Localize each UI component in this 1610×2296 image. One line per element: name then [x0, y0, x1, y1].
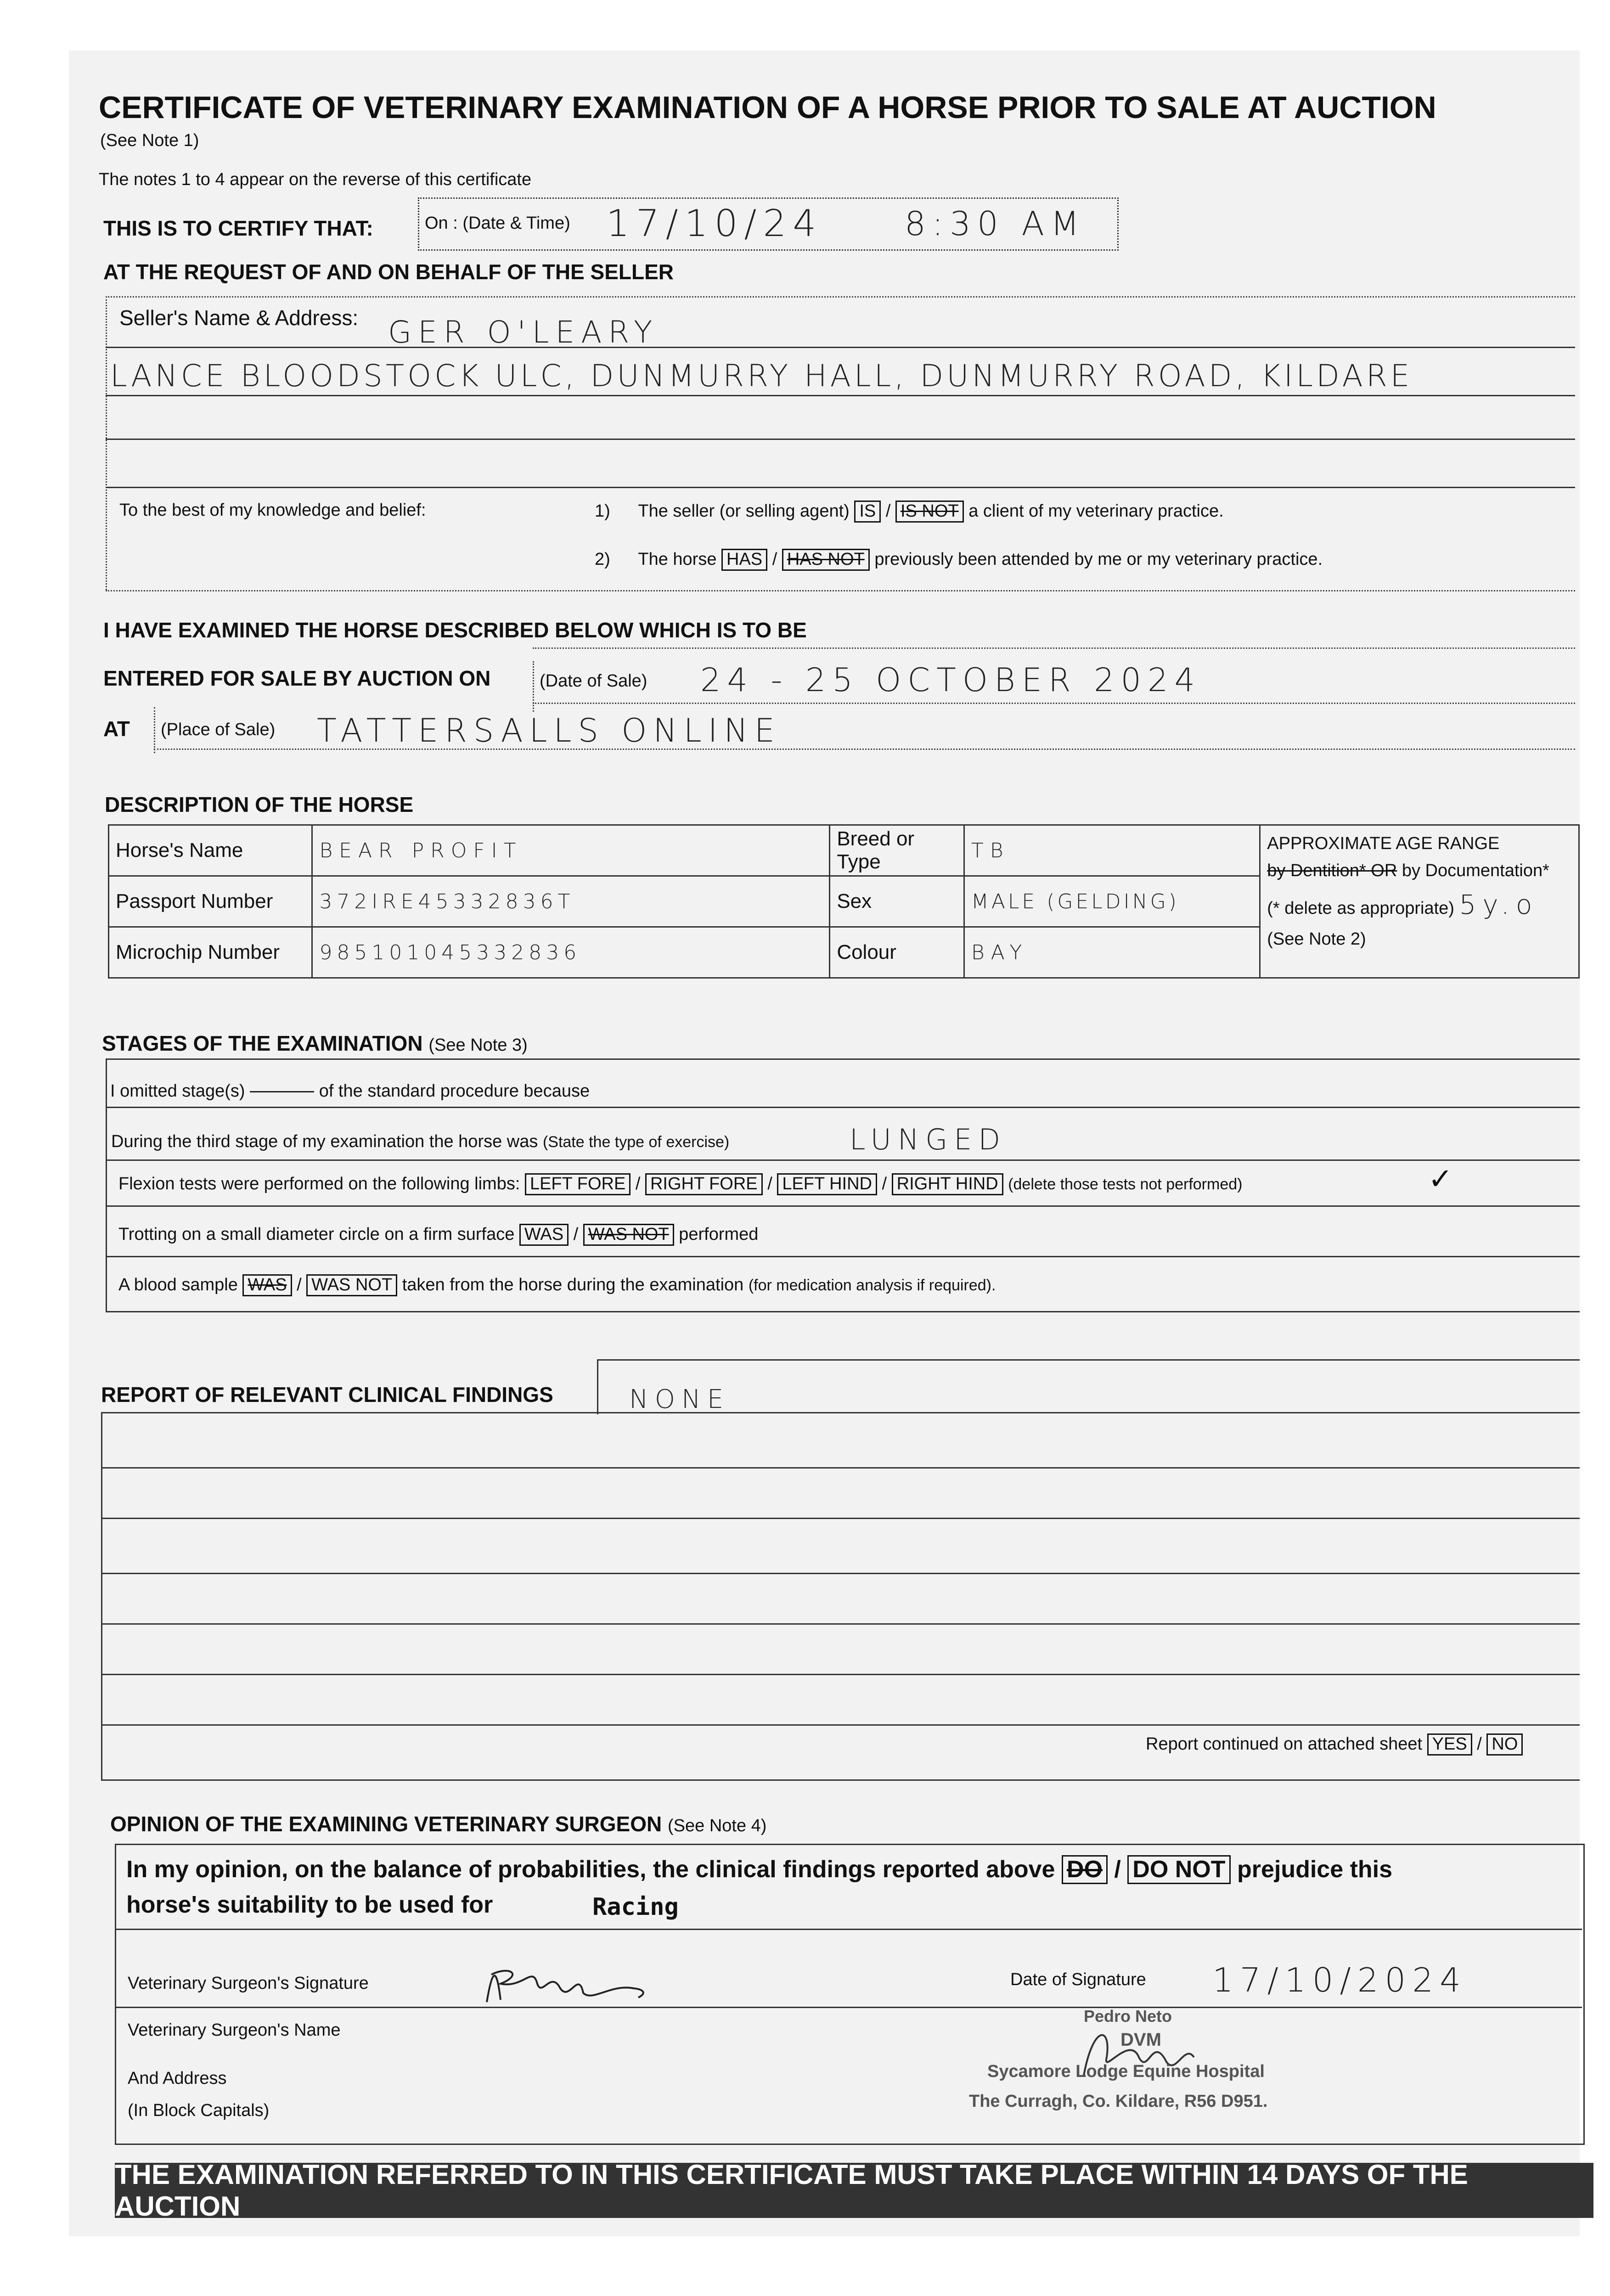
opinion-line2: horse's suitability to be used for	[126, 1891, 493, 1918]
third-stage-row: During the third stage of my examination the horse was (State the type of exercise)	[111, 1132, 730, 1151]
footer-text: THE EXAMINATION REFERRED TO IN THIS CERTIFICATE MUST TAKE PLACE WITHIN 14 DAYS OF THE AUCTION	[115, 2159, 1468, 2222]
blood-was-not[interactable]: WAS NOT	[306, 1274, 397, 1296]
notes-line: The notes 1 to 4 appear on the reverse of this certificate	[99, 170, 532, 189]
microchip-label: Microchip Number	[109, 927, 312, 978]
age-value[interactable]: 5y.o	[1459, 889, 1539, 920]
breed[interactable]: TB	[964, 825, 1260, 876]
seller-name: GER O'LEARY	[388, 315, 659, 350]
opinion-do[interactable]: DO	[1062, 1855, 1108, 1884]
microchip-number[interactable]: 985101045332836	[312, 927, 830, 978]
entered-label: ENTERED FOR SALE BY AUCTION ON	[103, 666, 491, 690]
date-of-signature[interactable]: 17/10/2024	[1212, 1961, 1467, 1999]
opinion-line1: In my opinion, on the balance of probabilities, the clinical findings reported above DO / DO NOT prejudice this	[126, 1855, 1392, 1884]
option-is-not[interactable]: IS NOT	[895, 501, 964, 523]
knowledge-label: To the best of my knowledge and belief:	[119, 501, 426, 520]
request-label: AT THE REQUEST OF AND ON BEHALF OF THE SELLER	[103, 260, 674, 284]
place-of-sale: TATTERSALLS ONLINE	[317, 712, 781, 749]
at-label: AT	[103, 717, 130, 741]
certify-label: THIS IS TO CERTIFY THAT:	[103, 216, 373, 240]
colour-label: Colour	[830, 927, 964, 978]
report-heading: REPORT OF RELEVANT CLINICAL FINDINGS	[101, 1383, 553, 1407]
trot-was-not[interactable]: WAS NOT	[583, 1224, 674, 1246]
exam-time: 8:30 AM	[905, 204, 1086, 243]
page-title: CERTIFICATE OF VETERINARY EXAMINATION OF A HORSE PRIOR TO SALE AT AUCTION	[99, 90, 1436, 125]
colour[interactable]: BAY	[964, 927, 1260, 978]
exam-date: 17/10/24	[606, 202, 823, 245]
by-dentition-option[interactable]: by Dentition* OR	[1267, 861, 1397, 880]
date-of-sale-label: (Date of Sale)	[540, 671, 647, 691]
description-heading: DESCRIPTION OF THE HORSE	[105, 793, 414, 816]
clinical-findings[interactable]: NONE	[629, 1384, 730, 1414]
on-date-time-label: On : (Date & Time)	[425, 214, 570, 233]
exercise-type[interactable]: LUNGED	[850, 1123, 1007, 1156]
block-capitals-label: (In Block Capitals)	[128, 2101, 270, 2120]
surgeon-name-label: Veterinary Surgeon's Name	[128, 2020, 341, 2040]
option-is[interactable]: IS	[854, 501, 881, 523]
horse-name[interactable]: BEAR PROFIT	[312, 825, 830, 876]
opinion-heading: OPINION OF THE EXAMINING VETERINARY SURGEON (See Note 4)	[110, 1812, 767, 1836]
knowledge-item2: 2) The horse HAS / HAS NOT previously been attended by me or my veterinary practice.	[595, 549, 1323, 571]
knowledge-item1: 1) The seller (or selling agent) IS / IS NOT a client of my veterinary practice.	[595, 501, 1224, 523]
address-label: And Address	[128, 2069, 227, 2088]
opinion-do-not[interactable]: DO NOT	[1127, 1855, 1230, 1884]
flexion-row: Flexion tests were performed on the following limbs: LEFT FORE / RIGHT FORE / LEFT HIND / RIGHT HIND (delete those tests not performed)	[118, 1173, 1242, 1195]
horse-name-label: Horse's Name	[109, 825, 312, 876]
horse-description-table	[108, 824, 1580, 979]
passport-label: Passport Number	[109, 876, 312, 927]
report-continued-row: Report continued on attached sheet YES / NO	[1146, 1733, 1523, 1756]
breed-label: Breed or Type	[830, 825, 964, 876]
signature-label: Veterinary Surgeon's Signature	[128, 1974, 369, 1993]
examined-label: I HAVE EXAMINED THE HORSE DESCRIBED BELOW WHICH IS TO BE	[103, 618, 807, 642]
footer-banner	[115, 2159, 1593, 2222]
limb-right-hind[interactable]: RIGHT HIND	[892, 1173, 1003, 1195]
stamp-hospital: Sycamore Lodge Equine Hospital	[987, 2062, 1265, 2081]
blood-was[interactable]: WAS	[242, 1274, 292, 1296]
limb-left-fore[interactable]: LEFT FORE	[525, 1173, 630, 1195]
sex[interactable]: MALE (GELDING)	[964, 876, 1260, 927]
limb-left-hind[interactable]: LEFT HIND	[777, 1173, 877, 1195]
limb-right-fore[interactable]: RIGHT FORE	[645, 1173, 763, 1195]
trot-was[interactable]: WAS	[519, 1224, 569, 1246]
flexion-tick: ✓	[1428, 1162, 1453, 1195]
stamp-address: The Curragh, Co. Kildare, R56 D951.	[969, 2092, 1268, 2111]
continued-yes[interactable]: YES	[1427, 1733, 1472, 1756]
seller-address: LANCE BLOODSTOCK ULC, DUNMURRY HALL, DUNMURRY ROAD, KILDARE	[110, 358, 1413, 394]
signature-scribble	[482, 1956, 657, 2011]
option-has[interactable]: HAS	[721, 549, 767, 571]
sex-label: Sex	[830, 876, 964, 927]
blood-sample-row: A blood sample WAS / WAS NOT taken from the horse during the examination (for medication analysis if required).	[118, 1274, 996, 1296]
date-of-signature-label: Date of Signature	[1010, 1970, 1146, 1989]
continued-no[interactable]: NO	[1486, 1733, 1523, 1756]
seller-name-label: Seller's Name & Address:	[119, 306, 359, 330]
intended-use[interactable]: Racing	[592, 1893, 679, 1921]
option-has-not[interactable]: HAS NOT	[782, 549, 870, 571]
passport-number[interactable]: 372IRE45332836T	[312, 876, 830, 927]
date-of-sale: 24 - 25 OCTOBER 2024	[700, 661, 1202, 699]
see-note-1: (See Note 1)	[100, 131, 199, 150]
stamp-name: Pedro Neto	[1084, 2007, 1172, 2026]
place-of-sale-label: (Place of Sale)	[161, 720, 276, 739]
age-range-cell: APPROXIMATE AGE RANGE by Dentition* OR by Documentation* (* delete as appropriate) 5y.o (See Note 2)	[1260, 825, 1579, 978]
trotting-row: Trotting on a small diameter circle on a firm surface WAS / WAS NOT performed	[118, 1224, 758, 1246]
by-documentation-option[interactable]: by Documentation*	[1402, 861, 1549, 880]
stages-heading: STAGES OF THE EXAMINATION (See Note 3)	[102, 1031, 528, 1055]
stamp-title: DVM	[1120, 2030, 1161, 2050]
omitted-stages-row: I omitted stage(s) of the standard procedure because	[110, 1081, 590, 1101]
